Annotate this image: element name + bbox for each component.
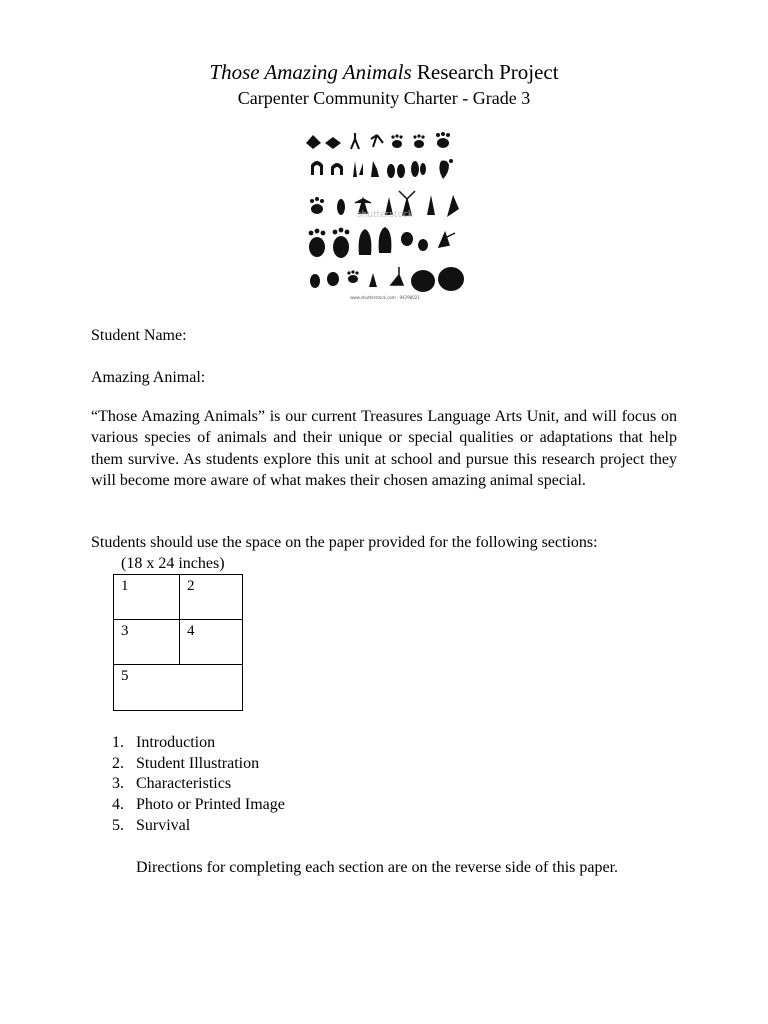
list-item: 4. Photo or Printed Image (112, 796, 285, 814)
animal-tracks-icon (303, 129, 467, 303)
page-subtitle: Carpenter Community Charter - Grade 3 (237, 88, 531, 108)
sections-list (112, 733, 285, 837)
list-item: 2. Student Illustration (112, 754, 260, 772)
grid-cell-5: 5 (113, 664, 243, 711)
instructions-text: Students should use the space on the paper provided for the following sections: (91, 534, 598, 551)
directions-text: Directions for completing each section are on the reverse side of this paper. (136, 859, 619, 876)
watermark-text: shutterstock (356, 210, 414, 220)
student-name-label: Student Name: (91, 327, 187, 344)
grid-cell-2: 2 (179, 574, 243, 620)
amazing-animal-label: Amazing Animal: (91, 369, 206, 386)
intro-paragraph: “Those Amazing Animals” is our current Treasures Language Arts Unit, and will focus on various species of animals and their unique or special qualities or adaptations that help them survive. As students explore this unit at school and pursue this research project they will become more aware of what makes their chosen amazing animal special. (91, 408, 677, 489)
list-item: 5. Survival (112, 816, 191, 834)
grid-cell-1: 1 (113, 574, 180, 620)
paper-size: (18 x 24 inches) (121, 555, 225, 572)
title-italic: Those Amazing Animals (209, 60, 412, 84)
grid-cell-3: 3 (113, 619, 180, 665)
list-item: 1. Introduction (112, 734, 216, 751)
title-rest: Research Project (416, 60, 559, 84)
image-caption: www.shutterstock.com · 94298021 (350, 295, 420, 300)
page-title (0, 59, 768, 85)
layout-grid (113, 574, 243, 711)
grid-cell-4: 4 (179, 619, 243, 665)
list-item: 3. Characteristics (112, 775, 232, 793)
